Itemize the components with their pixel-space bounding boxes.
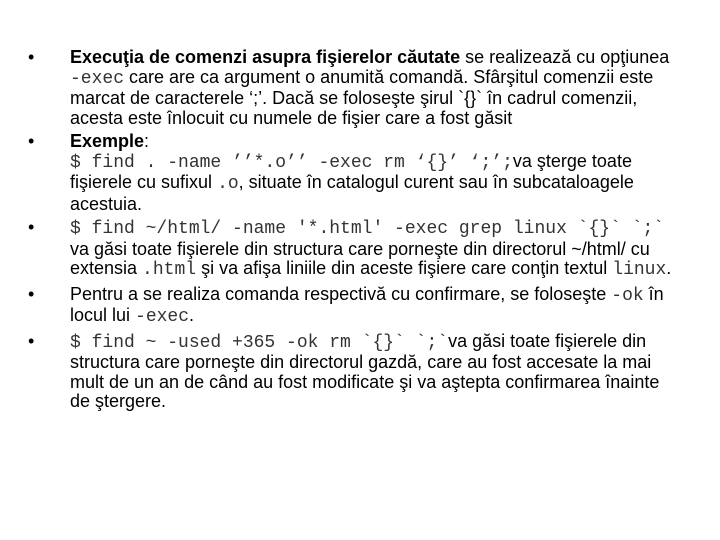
bullet-item: [0, 285, 720, 328]
bullet-dot-icon: •: [28, 47, 35, 67]
bullet-text: :: [144, 131, 150, 151]
bullet-text: în locul lui: [70, 283, 664, 325]
bullet-list: [0, 48, 720, 416]
bullet-text: şi va afişa liniile din aceste fişiere care conţin textul: [196, 258, 613, 278]
code-snippet: -exec: [135, 307, 190, 327]
bullet-dot-icon: •: [28, 330, 35, 351]
code-snippet: -exec: [70, 68, 125, 89]
bullet-dot-icon: •: [28, 217, 35, 237]
command-example: $ find . -name ’’*.o’’ -exec rm ‘{}’ ‘;’;: [70, 152, 513, 173]
bullet-heading: Execuţia de comenzi asupra fişierelor căutate: [70, 47, 461, 67]
bullet-dot-icon: •: [28, 131, 35, 151]
bullet-item: [0, 132, 720, 214]
bullet-heading: Exemple: [70, 131, 145, 151]
code-snippet: -ok: [611, 285, 644, 306]
bullet-dot-icon: •: [28, 283, 35, 304]
bullet-text: va găsi toate fişierele din structura care porneşte din directorul ~/html/ cu extensia: [70, 238, 650, 278]
bullet-text: va şterge toate fişierele cu sufixul: [70, 150, 632, 192]
bullet-item: [0, 48, 720, 128]
bullet-item: [0, 218, 720, 281]
command-example: $ find ~/html/ -name '*.html' -exec grep linux `{}` `;`: [70, 219, 665, 239]
command-example: $ find ~ -used +365 -ok rm `{}` `;`: [70, 332, 449, 353]
bullet-text: care are ca argument o anumită comandă. Sfârşitul comenzii este marcat de caracterele ‘;’. Dacă se foloseşte şirul `{}` în cadrul comenzii, acesta este înlocuit cu numele de fişier care a fost găsit: [70, 66, 654, 128]
code-snippet: linux: [612, 260, 667, 280]
bullet-text: .: [189, 305, 195, 325]
code-snippet: .o: [217, 174, 239, 194]
bullet-text: Pentru a se realiza comanda respectivă cu confirmare, se foloseşte: [70, 283, 612, 304]
bullet-text: se realizează cu opţiunea: [460, 47, 670, 67]
bullet-text: , situate în catalogul curent sau în subcataloagele acestuia.: [70, 172, 634, 214]
bullet-item: [0, 332, 720, 412]
code-snippet: .html: [142, 260, 197, 280]
bullet-text: va găsi toate fişierele din structura care porneşte din directorul gazdă, care au fost accesate la mai mult de un an de când au fost modificate şi va aştepta confirmarea înainte de ştergere.: [70, 330, 660, 411]
bullet-text: .: [666, 258, 672, 278]
